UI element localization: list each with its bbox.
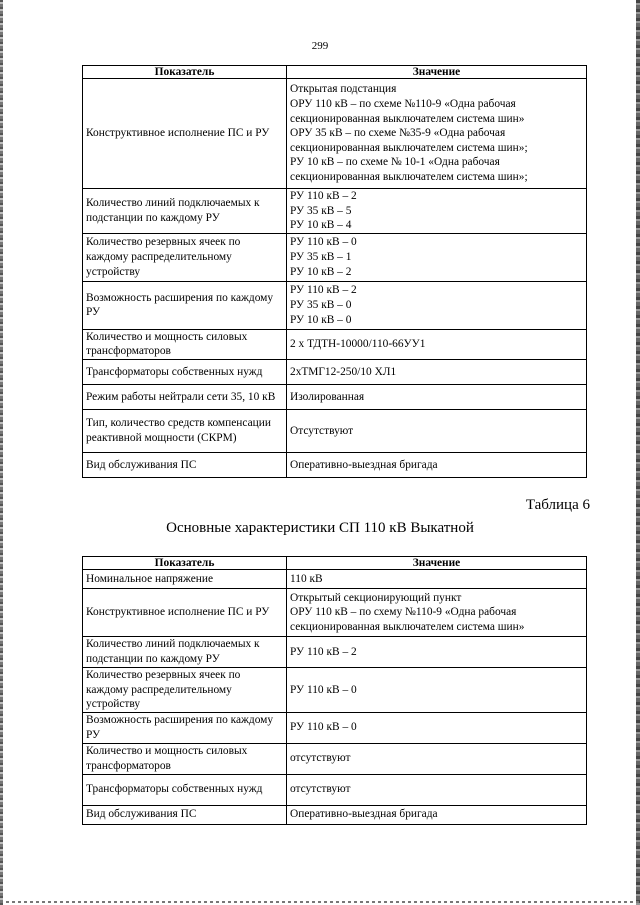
table-row	[83, 189, 587, 234]
table-row	[83, 805, 587, 824]
value-cell	[287, 233, 587, 281]
substation-characteristics-table	[82, 65, 587, 478]
value-line: РУ 35 кВ – 1	[290, 250, 352, 263]
value-cell	[287, 359, 587, 384]
value-cell	[287, 452, 587, 477]
value-line: РУ 110 кВ – 0	[290, 721, 357, 734]
column-header-indicator: Показатель	[83, 557, 287, 570]
column-header-value: Значение	[287, 66, 587, 79]
indicator-cell: Конструктивное исполнение ПС и РУ	[83, 79, 287, 189]
value-line: Открытая подстанция	[290, 83, 397, 96]
indicator-cell: Вид обслуживания ПС	[83, 805, 287, 824]
indicator-cell: Количество линий подключаемых к подстанции по каждому РУ	[83, 189, 287, 234]
indicator-cell: Трансформаторы собственных нужд	[83, 774, 287, 805]
value-cell	[287, 743, 587, 774]
table-row	[83, 452, 587, 477]
table-row	[83, 79, 587, 189]
indicator-cell: Количество резервных ячеек по каждому распределительному устройству	[83, 668, 287, 713]
indicator-cell: Возможность расширения по каждому РУ	[83, 281, 287, 329]
value-line: РУ 35 кВ – 5	[290, 204, 352, 217]
value-line: РУ 110 кВ – 2	[290, 284, 357, 297]
value-line: ОРУ 110 кВ – по схему №110-9 «Одна рабочая секционированная выключателем система шин»	[290, 606, 525, 633]
table-row	[83, 637, 587, 668]
indicator-cell: Количество и мощность силовых трансформаторов	[83, 329, 287, 359]
value-cell	[287, 589, 587, 637]
scan-edge-bottom	[0, 901, 640, 903]
indicator-cell: Возможность расширения по каждому РУ	[83, 712, 287, 743]
value-cell	[287, 570, 587, 589]
value-line: РУ 10 кВ – 2	[290, 265, 352, 278]
table-header-row	[83, 557, 587, 570]
table-row	[83, 774, 587, 805]
value-cell	[287, 189, 587, 234]
value-cell	[287, 281, 587, 329]
column-header-indicator: Показатель	[83, 66, 287, 79]
value-line: Оперативно-выездная бригада	[290, 458, 438, 471]
value-cell	[287, 668, 587, 713]
value-cell	[287, 79, 587, 189]
value-line: 2 х ТДТН-10000/110-66УУ1	[290, 338, 426, 351]
indicator-cell: Количество и мощность силовых трансформаторов	[83, 743, 287, 774]
table-row	[83, 384, 587, 409]
table-row	[83, 570, 587, 589]
column-header-value: Значение	[287, 557, 587, 570]
table-header-row	[83, 66, 587, 79]
indicator-cell: Режим работы нейтрали сети 35, 10 кВ	[83, 384, 287, 409]
value-cell	[287, 637, 587, 668]
table-row	[83, 712, 587, 743]
scan-edge-left	[0, 0, 3, 905]
table-row	[83, 409, 587, 452]
value-cell	[287, 384, 587, 409]
value-line: Открытый секционирующий пункт	[290, 591, 462, 604]
value-line: РУ 110 кВ – 2	[290, 190, 357, 202]
value-line: РУ 110 кВ – 2	[290, 645, 357, 658]
table-row	[83, 359, 587, 384]
indicator-cell: Количество линий подключаемых к подстанции по каждому РУ	[83, 637, 287, 668]
value-line: 110 кВ	[290, 572, 323, 585]
value-line: Оперативно-выездная бригада	[290, 808, 438, 821]
table-row	[83, 281, 587, 329]
table-row	[83, 589, 587, 637]
table-row	[83, 329, 587, 359]
value-cell	[287, 712, 587, 743]
value-line: ОРУ 110 кВ – по схеме №110-9 «Одна рабочая секционированная выключателем система шин»	[290, 98, 525, 125]
indicator-cell: Номинальное напряжение	[83, 570, 287, 589]
indicator-cell: Тип, количество средств компенсации реактивной мощности (СКРМ)	[83, 409, 287, 452]
value-cell	[287, 774, 587, 805]
sectioning-point-characteristics-table	[82, 556, 587, 825]
value-line: отсутствуют	[290, 752, 351, 765]
value-line: отсутствуют	[290, 783, 351, 796]
value-line: РУ 110 кВ – 0	[290, 683, 357, 696]
value-line: 2хТМГ12-250/10 ХЛ1	[290, 365, 397, 378]
value-line: Отсутствуют	[290, 424, 354, 437]
scan-edge-right	[636, 0, 640, 905]
value-line: РУ 110 кВ – 0	[290, 236, 357, 249]
table-title: Основные характеристики СП 110 кВ Выкатной	[166, 520, 474, 536]
table-number-label: Таблица 6	[525, 497, 590, 513]
value-line: РУ 35 кВ – 0	[290, 298, 352, 311]
indicator-cell: Конструктивное исполнение ПС и РУ	[83, 589, 287, 637]
value-cell	[287, 805, 587, 824]
value-line: Изолированная	[290, 390, 365, 403]
value-line: РУ 10 кВ – 4	[290, 219, 352, 232]
indicator-cell: Трансформаторы собственных нужд	[83, 359, 287, 384]
indicator-cell: Вид обслуживания ПС	[83, 452, 287, 477]
table-row	[83, 233, 587, 281]
value-line: РУ 10 кВ – по схеме № 10-1 «Одна рабочая секционированная выключателем система шин»;	[290, 156, 528, 183]
value-line: РУ 10 кВ – 0	[290, 313, 352, 326]
table-row	[83, 668, 587, 713]
value-cell	[287, 409, 587, 452]
indicator-cell: Количество резервных ячеек по каждому распределительному устройству	[83, 233, 287, 281]
value-cell	[287, 329, 587, 359]
page-number: 299	[311, 40, 329, 52]
table-row	[83, 743, 587, 774]
value-line: ОРУ 35 кВ – по схеме №35-9 «Одна рабочая секционированная выключателем система шин»;	[290, 127, 528, 154]
